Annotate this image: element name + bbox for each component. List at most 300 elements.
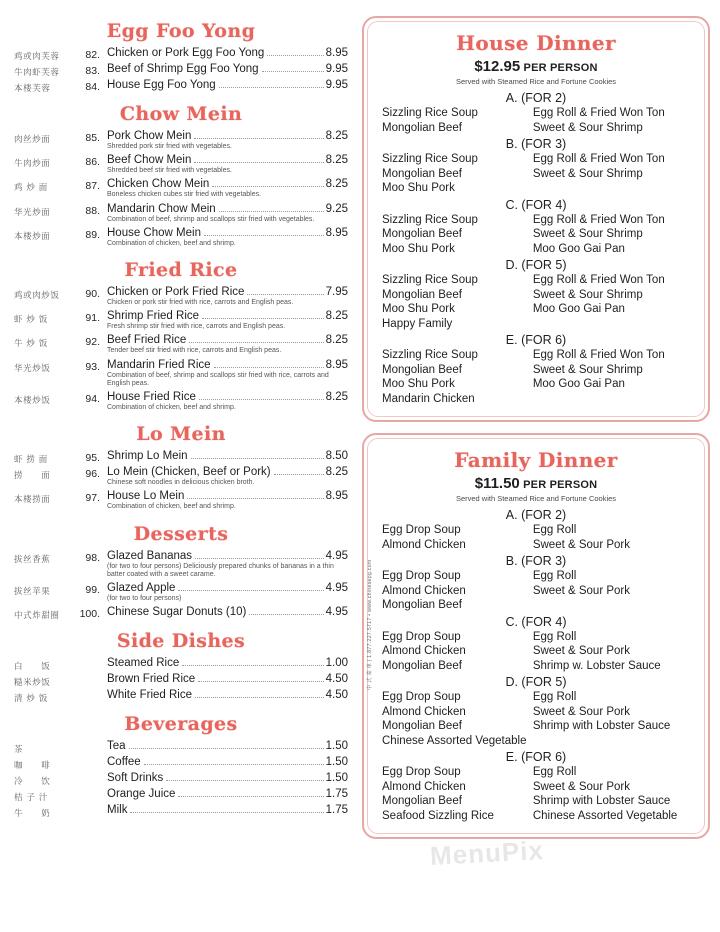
dinner-course-row [378, 377, 694, 392]
leader-dots [191, 451, 324, 459]
dinner-course-row [378, 765, 694, 780]
chinese-name: 本楼炒饭 [14, 396, 51, 407]
menu-item-row[interactable] [14, 227, 348, 250]
item-name: White Fried Rice [107, 689, 192, 702]
menu-item-row[interactable] [14, 334, 348, 357]
item-number [74, 804, 107, 806]
chinese-name: 牛 炒 饭 [14, 339, 48, 350]
dinner-course-row [378, 569, 694, 584]
item-body [107, 788, 348, 801]
item-name: Chicken Chow Mein [107, 178, 210, 191]
menu-item-row[interactable] [14, 673, 348, 688]
section-heading: Chow Mein [119, 103, 243, 125]
item-description: (for two to four persons) Deliciously prepared chunks of bananas in a thin batter coated with a sweet carame. [107, 562, 334, 578]
item-name: Beef Chow Mein [107, 154, 192, 167]
chinese-name: 牛肉虾芙蓉 [14, 68, 60, 78]
leader-dots [130, 805, 323, 813]
dinner-course-left: Moo Shu Pork [382, 242, 455, 255]
section-heading: Side Dishes [116, 630, 246, 653]
dinner-course-right [533, 734, 694, 749]
item-name: Soft Drinks [107, 772, 164, 785]
chinese-name: 中式炸甜圈 [14, 611, 60, 622]
item-price: 1.75 [325, 788, 348, 801]
dinner-group-rows [378, 765, 694, 823]
dinner-course-row [378, 794, 694, 809]
section-heading: Beverages [124, 713, 238, 736]
dinner-course-right: Egg Roll [532, 766, 577, 778]
dinner-group-label: A. (FOR 2) [505, 508, 567, 522]
menu-item-row[interactable] [14, 804, 348, 819]
menu-item-row[interactable] [14, 450, 348, 465]
section-heading: Fried Rice [124, 259, 238, 282]
menu-item-row[interactable] [14, 772, 348, 787]
vertical-contact-text: 中 式 菜 单 | 1.877.227.5717 • www.chinesepg.com [367, 559, 373, 690]
item-price: 4.50 [325, 689, 348, 702]
item-title-line [107, 334, 348, 347]
item-number [74, 756, 107, 758]
leader-dots [178, 789, 323, 797]
menu-item-list [14, 550, 348, 622]
item-number: 83. [85, 65, 100, 77]
item-title-line [107, 788, 348, 801]
leader-dots [262, 64, 324, 72]
dinner-group-rows [378, 690, 694, 748]
chinese-name: 本楼炒面 [14, 231, 51, 242]
dinner-course-row [378, 152, 694, 167]
menu-item-row[interactable] [14, 178, 348, 201]
item-body [107, 657, 348, 670]
item-description: (for two to four persons) [107, 595, 182, 603]
dinner-course-left: Mongolian Beef [382, 228, 462, 240]
item-body [107, 178, 348, 201]
item-description: Chicken or pork stir fried with rice, carrots and English peas. [107, 299, 294, 307]
menu-item-row[interactable] [14, 550, 348, 581]
leader-dots [204, 228, 324, 236]
menu-item-row[interactable] [14, 689, 348, 704]
item-number: 97. [85, 492, 100, 505]
item-title-line [107, 550, 348, 563]
chinese-name: 拔丝香蕉 [14, 554, 51, 565]
item-number: 90. [85, 288, 100, 301]
dinner-course-right: Egg Roll & Fried Won Ton [532, 213, 665, 226]
item-price: 1.75 [325, 804, 348, 817]
item-price: 8.25 [325, 130, 348, 142]
item-name: House Egg Foo Yong [107, 79, 216, 91]
item-body [107, 203, 348, 226]
menu-item-row[interactable] [14, 740, 348, 755]
chinese-name: 茶 [14, 745, 24, 756]
item-title-line [107, 756, 348, 769]
item-price: 9.25 [325, 202, 348, 215]
dinner-course-left: Mongolian Beef [382, 599, 462, 611]
item-name: Tea [107, 740, 126, 753]
dinner-course-left: Almond Chicken [382, 584, 466, 597]
dinner-course-left: Moo Shu Pork [382, 182, 455, 194]
dinner-course-left: Sizzling Rice Soup [382, 274, 478, 286]
item-name: Glazed Bananas [107, 549, 193, 562]
leader-dots [198, 674, 323, 682]
dinner-group-rows [378, 106, 694, 135]
dinner-course-row [378, 363, 694, 378]
dinner-price-per: PER PERSON [523, 479, 598, 491]
dinner-panel-inner [367, 21, 705, 417]
dinner-course-row [378, 538, 694, 553]
item-price: 8.50 [325, 450, 348, 463]
dinner-price-per: PER PERSON [523, 62, 598, 74]
dinner-course-row [378, 302, 694, 317]
dinner-course-row [378, 780, 694, 795]
menu-item-row[interactable] [14, 466, 348, 489]
leader-dots [274, 467, 324, 475]
dinner-panel [362, 433, 710, 839]
dinner-course-right: Shrimp w. Lobster Sauce [532, 659, 661, 672]
leader-dots [267, 48, 323, 56]
dinner-course-left: Moo Shu Pork [382, 378, 455, 390]
item-name: Beef of Shrimp Egg Foo Yong [107, 63, 259, 75]
item-number: 99. [85, 584, 100, 597]
item-number [74, 788, 107, 790]
item-price: 1.50 [325, 772, 348, 785]
item-body [107, 310, 348, 333]
leader-dots [166, 773, 323, 781]
menu-item-list [14, 130, 348, 250]
dinner-group-rows [378, 273, 694, 331]
dinner-group-label: C. (FOR 4) [505, 614, 567, 629]
dinner-course-right: Moo Goo Gai Pan [532, 242, 625, 255]
item-number [74, 689, 107, 691]
dinner-course-row [378, 348, 694, 363]
menu-item-row[interactable] [14, 63, 348, 78]
item-description: Combination of beef, shrimp and scallops stir fried with vegetables. [107, 215, 315, 223]
item-description: Shredded beef stir fried with vegetables. [107, 167, 232, 175]
item-price: 8.25 [325, 310, 348, 323]
item-name: Coffee [107, 756, 141, 769]
dinner-course-row [378, 719, 694, 734]
leader-dots [194, 131, 323, 139]
item-number: 87. [85, 180, 100, 193]
menu-item-row[interactable] [14, 582, 348, 605]
dinner-course-right: Sweet & Sour Shrimp [532, 288, 643, 301]
item-title-line [107, 582, 348, 595]
chinese-name: 桔 子 汁 [14, 793, 48, 804]
chinese-name: 捞 面 [14, 471, 51, 482]
dinner-price-line [378, 58, 694, 75]
dinner-course-right [533, 598, 694, 613]
item-body [107, 606, 348, 619]
item-number: 96. [85, 468, 100, 481]
item-number [74, 673, 107, 675]
leader-dots [189, 335, 323, 343]
item-title-line [107, 154, 348, 167]
menu-item-row[interactable] [14, 657, 348, 672]
menu-item-row[interactable] [14, 391, 348, 414]
item-price: 9.95 [325, 63, 348, 75]
dinner-course-right [533, 181, 694, 196]
dinner-course-right: Egg Roll & Fried Won Ton [532, 274, 665, 286]
item-price: 8.25 [325, 154, 348, 167]
item-title-line [107, 63, 348, 76]
dinner-course-right: Shrimp with Lobster Sauce [532, 795, 671, 807]
dinner-group-label: C. (FOR 4) [505, 197, 567, 212]
menu-item-row[interactable] [14, 203, 348, 226]
item-title-line [107, 673, 348, 686]
menu-item-list [14, 740, 348, 819]
item-title-line [107, 310, 348, 323]
dinner-course-left: Almond Chicken [382, 705, 466, 718]
menu-item-row[interactable] [14, 359, 348, 390]
item-name: Orange Juice [107, 788, 176, 801]
leader-dots [178, 583, 323, 591]
dinner-course-right: Egg Roll [532, 524, 577, 536]
item-title-line [107, 450, 348, 463]
dinner-course-row [378, 106, 694, 121]
dinner-course-right: Sweet & Sour Pork [532, 538, 630, 551]
item-number: 84. [85, 81, 100, 93]
item-name: Pork Chow Mein [107, 130, 192, 142]
dinner-course-left: Egg Drop Soup [382, 630, 461, 643]
chinese-name: 鸡或肉芙蓉 [14, 52, 60, 62]
dinner-group-rows [378, 569, 694, 613]
item-price: 8.25 [325, 391, 348, 404]
item-description: Combination of beef, shrimp and scallops stir fried with rice, carrots and English peas. [107, 371, 329, 387]
chinese-name: 鸡或肉炒饭 [14, 291, 60, 302]
dinner-course-row [378, 584, 694, 599]
item-body [107, 804, 348, 817]
item-name: Milk [107, 804, 128, 817]
item-body [107, 130, 348, 153]
dinner-course-right: Egg Roll & Fried Won Ton [532, 153, 665, 165]
leader-dots [182, 658, 323, 666]
menu-item-row[interactable] [14, 606, 348, 621]
item-title-line [107, 286, 348, 299]
dinner-course-right: Sweet & Sour Pork [532, 584, 630, 597]
item-price: 7.95 [325, 286, 348, 299]
item-price: 4.95 [325, 606, 348, 619]
item-body [107, 450, 348, 463]
menu-item-row[interactable] [14, 310, 348, 333]
item-description: Chinese soft noodles in delicious chicken broth. [107, 479, 255, 487]
item-name: Steamed Rice [107, 657, 180, 670]
dinner-course-left: Egg Drop Soup [382, 524, 461, 536]
item-name: Chicken or Pork Fried Rice [107, 286, 245, 299]
item-number [74, 657, 107, 659]
menu-item-row[interactable] [14, 286, 348, 309]
dinner-course-row [378, 630, 694, 645]
item-price: 8.95 [325, 47, 348, 59]
item-body [107, 466, 348, 489]
menu-item-row[interactable] [14, 756, 348, 771]
item-description: Fresh shrimp stir fried with rice, carrots and English peas. [107, 323, 286, 331]
dinner-course-row [378, 288, 694, 303]
dinner-course-left: Moo Shu Pork [382, 303, 455, 315]
dinner-course-row [378, 644, 694, 659]
dinner-course-left: Egg Drop Soup [382, 766, 461, 778]
dinner-group-label: B. (FOR 3) [505, 554, 567, 568]
menu-item-list [14, 47, 348, 94]
item-name: House Chow Mein [107, 226, 201, 239]
item-price: 8.25 [325, 178, 348, 191]
dinner-course-row [378, 523, 694, 538]
item-description: Combination of chicken, beef and shrimp. [107, 503, 236, 511]
item-body [107, 154, 348, 177]
item-title-line [107, 359, 348, 372]
dinner-course-right: Egg Roll & Fried Won Ton [532, 107, 665, 119]
dinner-course-left: Seafood Sizzling Rice [382, 809, 494, 822]
leader-dots [187, 491, 323, 499]
item-title-line [107, 804, 348, 817]
item-name: House Lo Mein [107, 490, 185, 503]
leader-dots [219, 80, 324, 88]
dinner-course-right [533, 317, 694, 332]
leader-dots [249, 607, 323, 615]
section-heading: Desserts [133, 522, 229, 545]
chinese-name: 牛肉炒面 [14, 159, 51, 170]
item-title-line [107, 772, 348, 785]
dinner-course-row [378, 121, 694, 136]
item-body [107, 286, 348, 309]
item-title-line [107, 657, 348, 670]
item-body [107, 772, 348, 785]
dinner-course-left: Egg Drop Soup [382, 570, 461, 582]
section-heading: Egg Foo Yong [106, 20, 256, 42]
menu-item-row[interactable] [14, 79, 348, 94]
dinner-course-right: Sweet & Sour Shrimp [532, 121, 643, 134]
item-number: 85. [85, 132, 100, 144]
item-description: Combination of chicken, beef and shrimp. [107, 239, 236, 247]
item-name: Glazed Apple [107, 582, 176, 595]
dinner-course-left: Sizzling Rice Soup [382, 153, 478, 165]
item-body [107, 550, 348, 581]
menu-item-row[interactable] [14, 47, 348, 62]
leader-dots [199, 392, 324, 400]
dinner-course-row [378, 227, 694, 242]
dinner-price-amount: $11.50 [474, 475, 520, 492]
dinner-course-row [378, 734, 694, 749]
item-title-line [107, 490, 348, 503]
item-title-line [107, 606, 348, 619]
dinner-course-left: Almond Chicken [382, 645, 466, 657]
item-price: 8.95 [325, 490, 348, 503]
item-price: 8.95 [325, 358, 348, 371]
item-body [107, 740, 348, 753]
dinner-course-left: Almond Chicken [382, 538, 466, 551]
item-name: Chinese Sugar Donuts (10) [107, 606, 247, 619]
item-number: 98. [85, 551, 100, 564]
item-title-line [107, 740, 348, 753]
item-name: Mandarin Chow Mein [107, 202, 216, 215]
item-body [107, 334, 348, 357]
dinner-course-right: Sweet & Sour Shrimp [532, 228, 643, 240]
dinner-group-rows [378, 213, 694, 257]
item-name: Chicken or Pork Egg Foo Yong [107, 47, 265, 59]
leader-dots [195, 690, 324, 698]
leader-dots [144, 757, 324, 765]
item-description: Shredded pork stir fried with vegetables. [107, 143, 232, 150]
dinner-course-right: Sweet & Sour Pork [532, 780, 630, 793]
dinner-course-left: Sizzling Rice Soup [382, 349, 478, 361]
item-title-line [107, 391, 348, 404]
item-name: Lo Mein (Chicken, Beef or Pork) [107, 466, 271, 479]
chinese-name: 冷 饮 [14, 777, 51, 788]
dinner-course-left: Almond Chicken [382, 780, 466, 793]
dinner-course-left: Mongolian Beef [382, 720, 462, 732]
leader-dots [214, 360, 324, 368]
dinner-course-left: Mongolian Beef [382, 659, 462, 672]
item-title-line [107, 203, 348, 216]
dinner-course-right: Egg Roll & Fried Won Ton [532, 349, 665, 361]
item-price: 8.95 [325, 226, 348, 239]
dinner-course-right: Chinese Assorted Vegetable [532, 809, 678, 822]
item-body [107, 359, 348, 390]
menu-item-row[interactable] [14, 130, 348, 153]
dinner-course-right: Sweet & Sour Pork [532, 645, 630, 657]
dinner-course-left: Mongolian Beef [382, 363, 462, 376]
leader-dots [219, 204, 324, 212]
watermark: MenuPix [429, 835, 545, 871]
dinner-panel [362, 16, 710, 422]
item-body [107, 79, 348, 92]
item-body [107, 63, 348, 76]
item-body [107, 756, 348, 769]
dinner-course-row [378, 809, 694, 824]
dinner-course-left: Happy Family [382, 317, 453, 330]
item-name: Beef Fried Rice [107, 334, 187, 347]
dinner-course-row [378, 167, 694, 182]
chinese-name: 虾 炒 饭 [14, 315, 48, 326]
item-number [74, 740, 107, 742]
menu-item-row[interactable] [14, 490, 348, 513]
dinner-course-left: Mongolian Beef [382, 288, 462, 301]
dinner-course-right [533, 392, 694, 407]
menu-item-list [14, 286, 348, 414]
item-price: 9.95 [325, 79, 348, 91]
item-name: House Fried Rice [107, 391, 196, 404]
item-title-line [107, 227, 348, 240]
dinner-course-right: Shrimp with Lobster Sauce [532, 720, 671, 732]
leader-dots [247, 287, 323, 295]
item-number: 94. [85, 393, 100, 406]
item-number: 89. [85, 228, 100, 241]
item-number: 92. [85, 336, 100, 349]
item-title-line [107, 466, 348, 479]
menu-item-list [14, 450, 348, 513]
dinner-group-label: D. (FOR 5) [505, 258, 567, 272]
chinese-name: 虾 捞 面 [14, 455, 48, 466]
item-number: 88. [85, 204, 100, 217]
item-number: 86. [85, 156, 100, 169]
chinese-name: 本楼芙蓉 [14, 84, 51, 94]
item-number: 82. [85, 49, 100, 61]
item-body [107, 490, 348, 513]
item-description: Tender beef stir fried with rice, carrots and English peas. [107, 347, 282, 355]
chinese-name: 华光炒面 [14, 207, 51, 218]
chinese-name: 糙米炒饭 [14, 678, 51, 689]
dinner-course-right: Sweet & Sour Shrimp [532, 167, 643, 180]
menu-item-row[interactable] [14, 154, 348, 177]
dinner-group-label: E. (FOR 6) [505, 750, 567, 764]
leader-dots [195, 551, 324, 559]
chinese-name: 肉丝炒面 [14, 135, 51, 145]
dinner-course-row [378, 317, 694, 332]
item-price: 1.50 [325, 756, 348, 769]
menu-item-row[interactable] [14, 788, 348, 803]
dinner-course-row [378, 690, 694, 705]
dinner-course-row [378, 392, 694, 407]
item-number: 93. [85, 360, 100, 373]
dinner-panel-heading: Family Dinner [454, 448, 618, 472]
section-heading: Lo Mein [136, 423, 226, 446]
item-price: 4.50 [325, 673, 348, 686]
